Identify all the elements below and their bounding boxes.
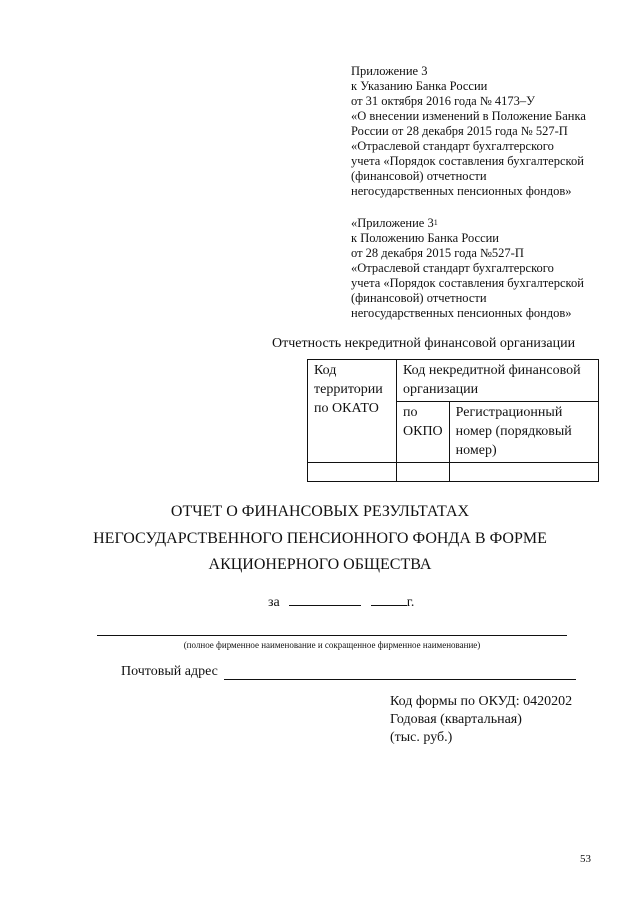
appendix-1-line: негосударственных пенсионных фондов» <box>351 184 572 198</box>
okud-code: Код формы по ОКУД: 0420202 <box>390 694 573 709</box>
okpo-header: по ОКПО <box>397 402 450 463</box>
report-period <box>268 593 414 611</box>
appendix-2-line: негосударственных пенсионных фондов» <box>351 306 572 320</box>
org-name-caption: (полное фирменное наименование и сокращенное фирменное наименование) <box>183 640 481 650</box>
appendix-2-line: учета «Порядок составления бухгалтерской <box>351 276 584 290</box>
appendix-1-line: к Указанию Банка России <box>351 79 488 93</box>
report-title-line: АКЦИОНЕРНОГО ОБЩЕСТВА <box>208 556 432 573</box>
appendix-2-prefix: «Приложение 3 <box>351 216 434 230</box>
period-blank-1[interactable] <box>289 593 361 606</box>
period-blank-2[interactable] <box>371 593 407 606</box>
okpo-cell[interactable] <box>397 463 450 482</box>
org-code-header: Код некредитной финансовой организации <box>397 360 599 402</box>
registration-number-header: Регистрационный номер (порядковый номер) <box>449 402 598 463</box>
appendix-1-line: «Отраслевой стандарт бухгалтерского <box>351 139 554 153</box>
appendix-2-superscript: 1 <box>433 218 438 227</box>
territory-code-header: Код территории по ОКАТО <box>308 360 397 463</box>
appendix-1-line: России от 28 декабря 2015 года № 527-П <box>351 124 568 138</box>
report-title-line: ОТЧЕТ О ФИНАНСОВЫХ РЕЗУЛЬТАТАХ <box>170 503 470 520</box>
appendix-block-1 <box>351 64 611 199</box>
appendix-2-line: «Отраслевой стандарт бухгалтерского <box>351 261 554 275</box>
postal-address-label: Почтовый адрес <box>121 664 218 679</box>
appendix-1-line: от 31 октября 2016 года № 4173–У <box>351 94 536 108</box>
postal-address-line[interactable] <box>224 679 576 680</box>
appendix-1-line: «О внесении изменений в Положение Банка <box>351 109 586 123</box>
units-note: (тыс. руб.) <box>390 730 453 745</box>
period-prefix: за <box>268 595 280 610</box>
appendix-2-line: к Положению Банка России <box>351 231 499 245</box>
period-suffix: г. <box>406 595 415 610</box>
org-name-line[interactable] <box>97 635 567 636</box>
appendix-2-line: от 28 декабря 2015 года №527-П <box>351 246 524 260</box>
territory-code-cell[interactable] <box>308 463 397 482</box>
appendix-2-heading <box>351 216 611 231</box>
appendix-block-2 <box>351 216 611 321</box>
appendix-1-line: учета «Порядок составления бухгалтерской <box>351 154 584 168</box>
report-title-line: НЕГОСУДАРСТВЕННОГО ПЕНСИОННОГО ФОНДА В ФОРМЕ <box>93 530 547 547</box>
appendix-1-line: (финансовой) отчетности <box>351 169 487 183</box>
registration-number-cell[interactable] <box>449 463 598 482</box>
org-reporting-title: Отчетность некредитной финансовой организации <box>272 336 576 351</box>
codes-table <box>307 359 599 482</box>
appendix-2-line: (финансовой) отчетности <box>351 291 487 305</box>
report-frequency: Годовая (квартальная) <box>390 712 522 727</box>
page-number: 53 <box>580 853 591 865</box>
form-code-block <box>390 693 572 747</box>
appendix-1-line: Приложение 3 <box>351 64 428 78</box>
